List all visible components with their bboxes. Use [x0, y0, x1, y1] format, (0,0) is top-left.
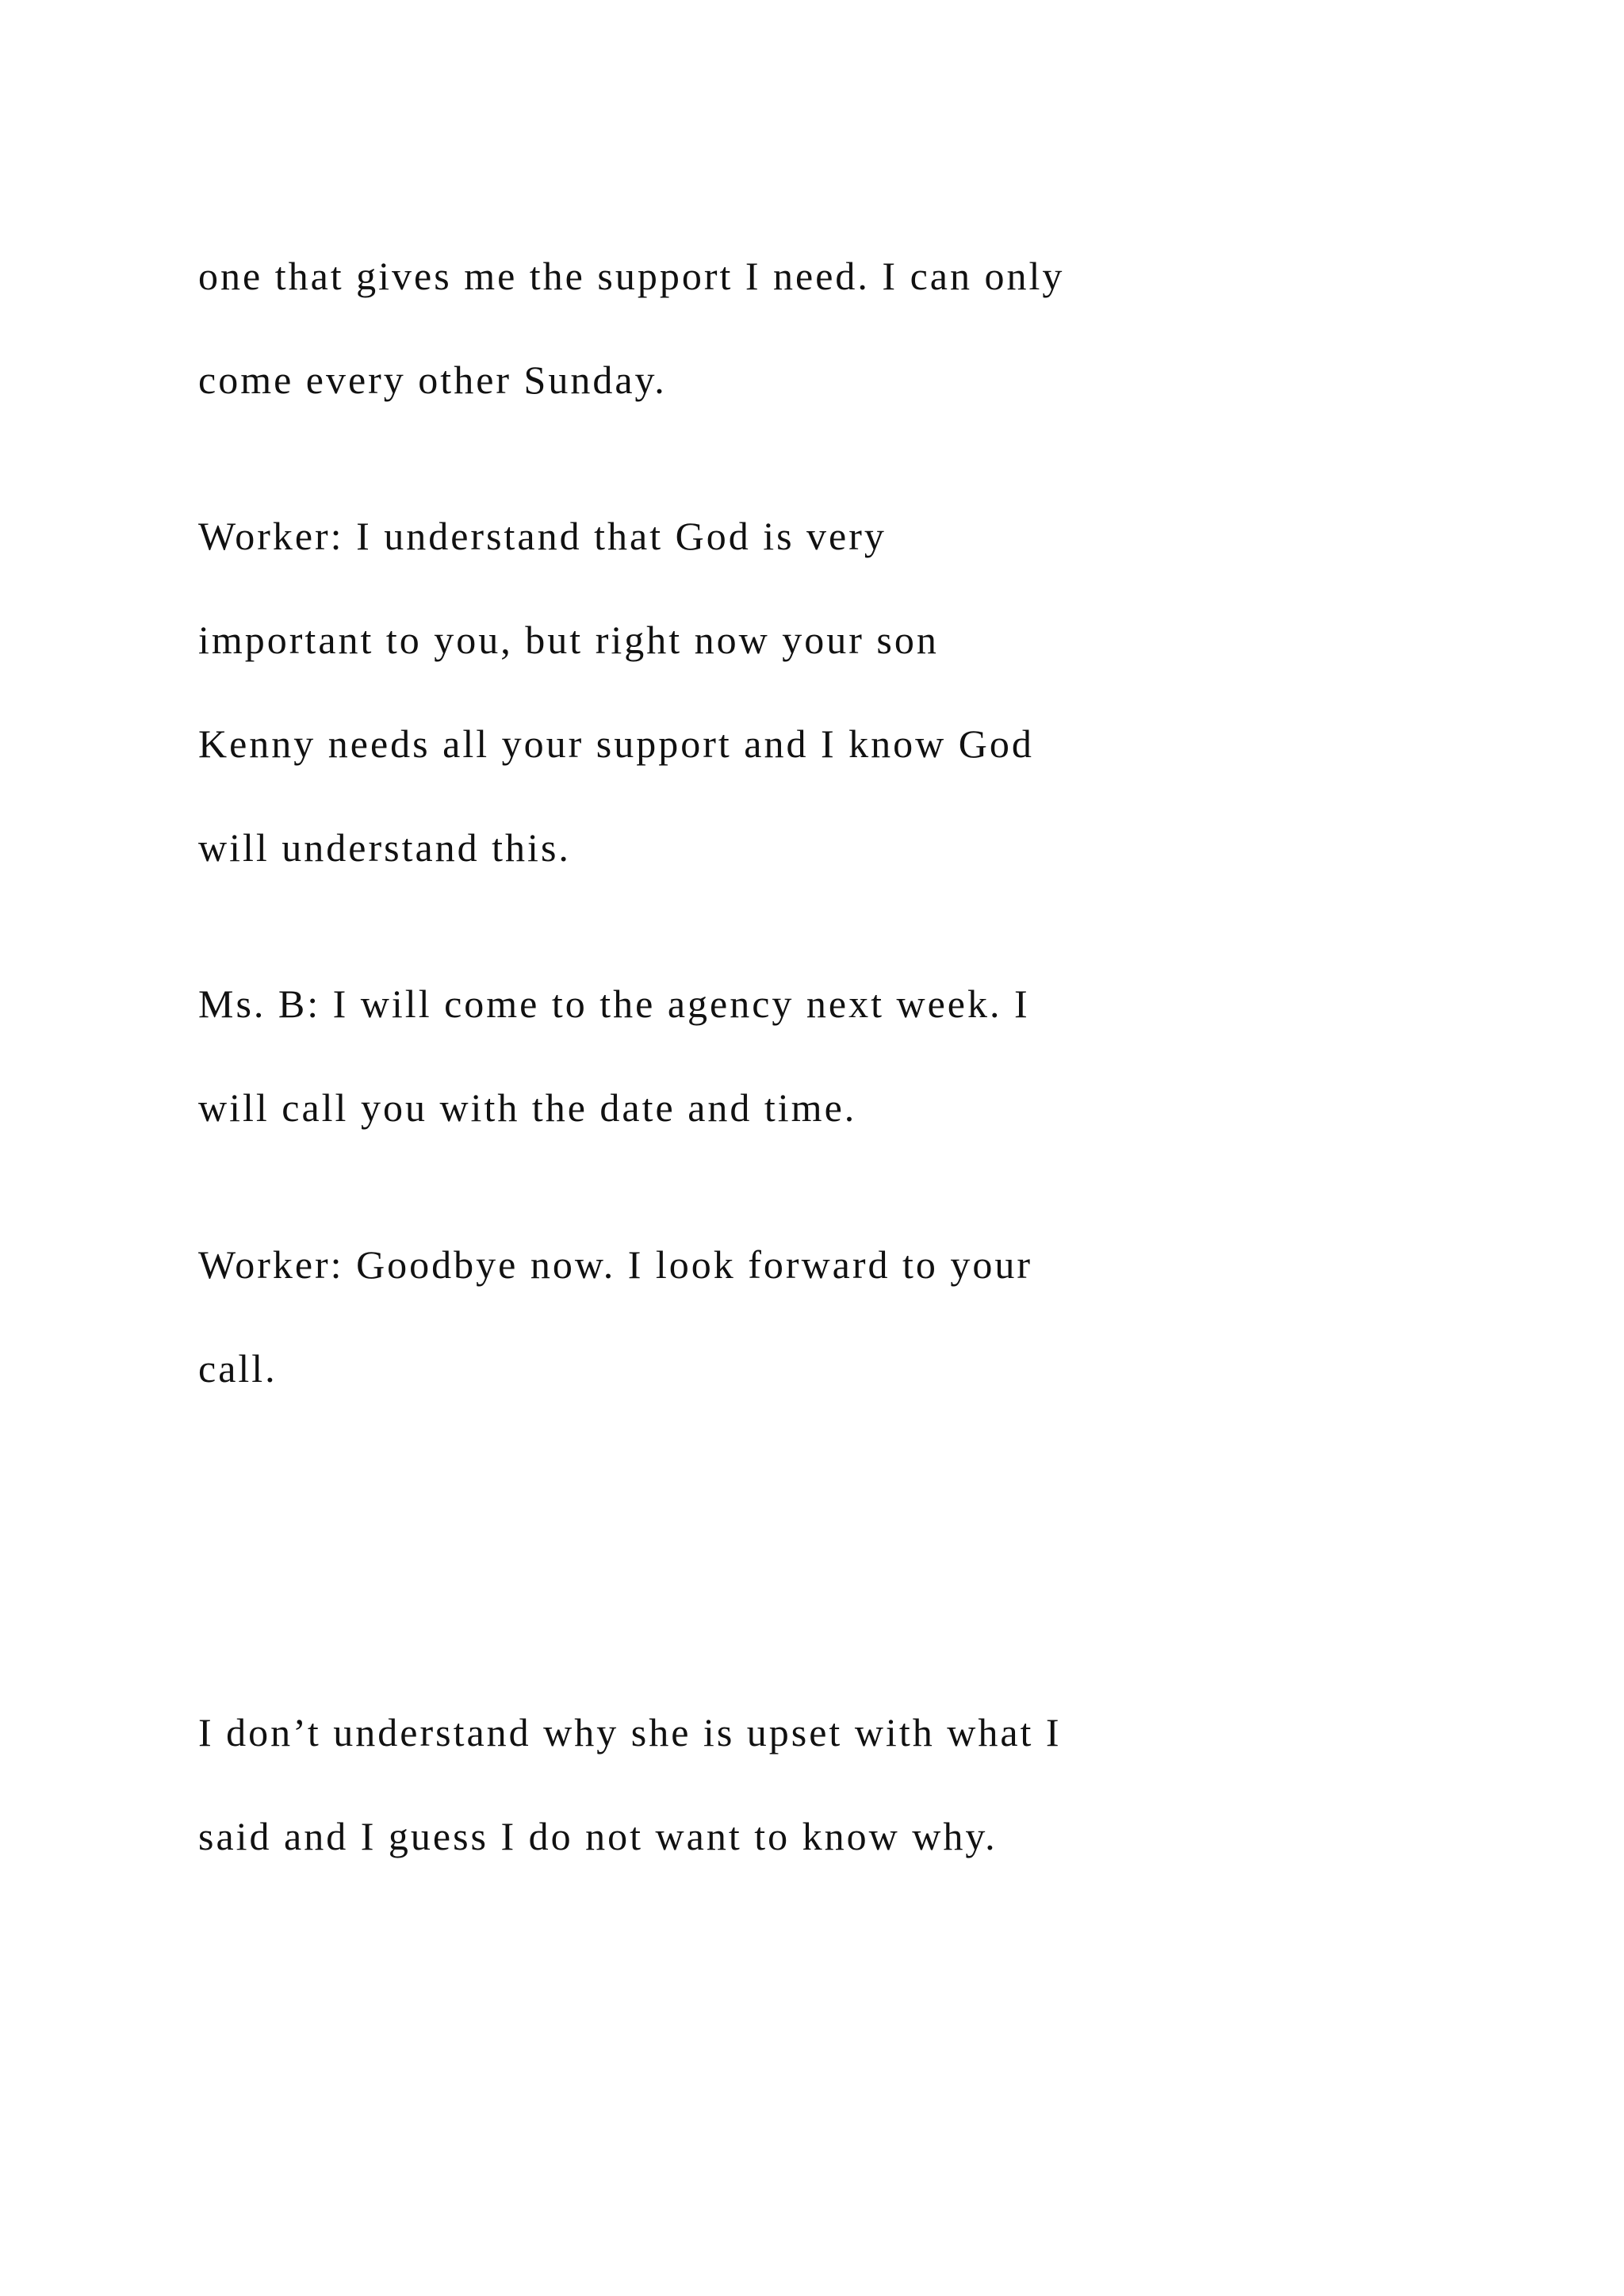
- text-line: will call you with the date and time.: [198, 1085, 857, 1130]
- text-line: call.: [198, 1346, 278, 1391]
- text-line: I don’t understand why she is upset with what I: [198, 1710, 1062, 1755]
- text-line: said and I guess I do not want to know why.: [198, 1814, 998, 1858]
- text-line: will understand this.: [198, 825, 571, 870]
- text-line: one that gives me the support I need. I can only: [198, 254, 1065, 298]
- text-line: come every other Sunday.: [198, 358, 667, 402]
- text-line: Ms. B: I will come to the agency next week. I: [198, 982, 1030, 1026]
- text-line: important to you, but right now your son: [198, 618, 939, 662]
- text-line: Kenny needs all your support and I know God: [198, 721, 1034, 766]
- text-line: Worker: I understand that God is very: [198, 514, 887, 558]
- text-line: Worker: Goodbye now. I look forward to your: [198, 1242, 1033, 1287]
